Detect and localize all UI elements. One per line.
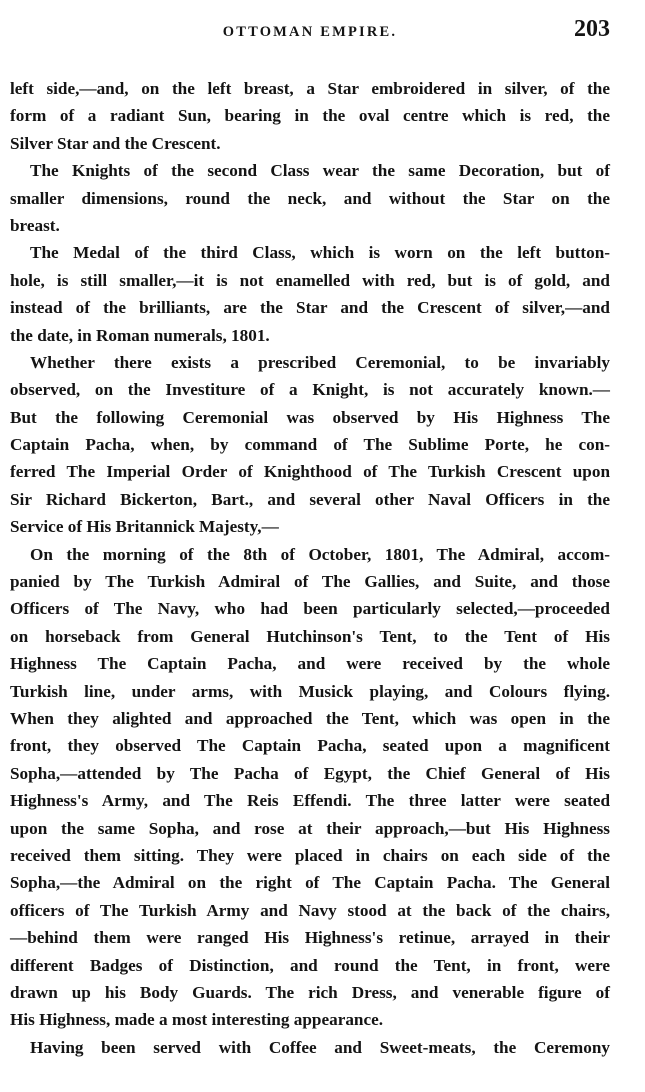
text-line: different Badges of Distinction, and round the Tent, in front, were [10,955,610,975]
text-line: ferred The Imperial Order of Knighthood of The Turkish Crescent upon [10,462,610,482]
text-line: drawn up his Body Guards. The rich Dress, and venerable figure of [10,982,610,1002]
text-line: on horseback from General Hutchinson's Tent, to the Tent of His [10,626,610,646]
text-line: Having been served with Coffee and Sweet-meats, the Ceremony [30,1037,610,1057]
text-line: front, they observed The Captain Pacha, seated upon a magnificent [10,736,610,756]
text-line: left side,—and, on the left breast, a Star embroidered in silver, of the [10,79,610,98]
text-line: Turkish line, under arms, with Musick playing, and Colours flying. [10,681,610,701]
text-line: The Medal of the third Class, which is worn on the left button- [30,243,610,263]
text-line: Highness's Army, and The Reis Effendi. The three latter were seated [10,791,610,811]
text-line: received them sitting. They were placed in chairs on each side of the [10,845,610,865]
text-line: On the morning of the 8th of October, 1801, The Admiral, accom- [30,544,610,564]
text-line: observed, on the Investiture of a Knight, is not accurately known.— [10,380,610,400]
text-line: Service of His Britannick Majesty,— [10,517,279,537]
text-line: When they alighted and approached the Tent, which was open in the [10,708,610,728]
text-line: Officers of The Navy, who had been particularly selected,—proceeded [10,599,610,619]
text-line: upon the same Sopha, and rose at their approach,—but His Highness [10,818,610,838]
text-line: breast. [10,215,60,235]
text-line: smaller dimensions, round the neck, and without the Star on the [10,188,610,208]
text-line: form of a radiant Sun, bearing in the oval centre which is red, the [10,106,610,126]
text-line: Highness The Captain Pacha, and were received by the whole [10,654,610,674]
text-line: Whether there exists a prescribed Ceremonial, to be invariably [30,352,610,372]
running-head [10,14,610,54]
text-line: hole, is still smaller,—it is not enamelled with red, but is of gold, and [10,270,610,290]
text-line: panied by The Turkish Admiral of The Gallies, and Suite, and those [10,572,610,592]
body-text [10,75,610,1061]
running-title: OTTOMAN EMPIRE. [222,24,398,40]
text-line: the date, in Roman numerals, 1801. [10,325,270,345]
text-line: But the following Ceremonial was observed by His Highness The [10,407,610,427]
text-line: Silver Star and the Crescent. [10,133,221,153]
text-line: Captain Pacha, when, by command of The Sublime Porte, he con- [10,435,610,455]
text-line: Sopha,—the Admiral on the right of The Captain Pacha. The General [10,873,610,893]
text-line: officers of The Turkish Army and Navy stood at the back of the chairs, [10,900,610,920]
text-line: Sopha,—attended by The Pacha of Egypt, the Chief General of His [10,763,610,783]
page-number: 203 [574,16,610,42]
text-line: His Highness, made a most interesting appearance. [10,1010,384,1030]
text-line: instead of the brilliants, are the Star and the Crescent of silver,—and [10,298,610,318]
text-line: The Knights of the second Class wear the same Decoration, but of [30,161,610,181]
text-line: Sir Richard Bickerton, Bart., and several other Naval Officers in the [10,489,610,509]
text-line: —behind them were ranged His Highness's retinue, arrayed in their [10,928,610,948]
